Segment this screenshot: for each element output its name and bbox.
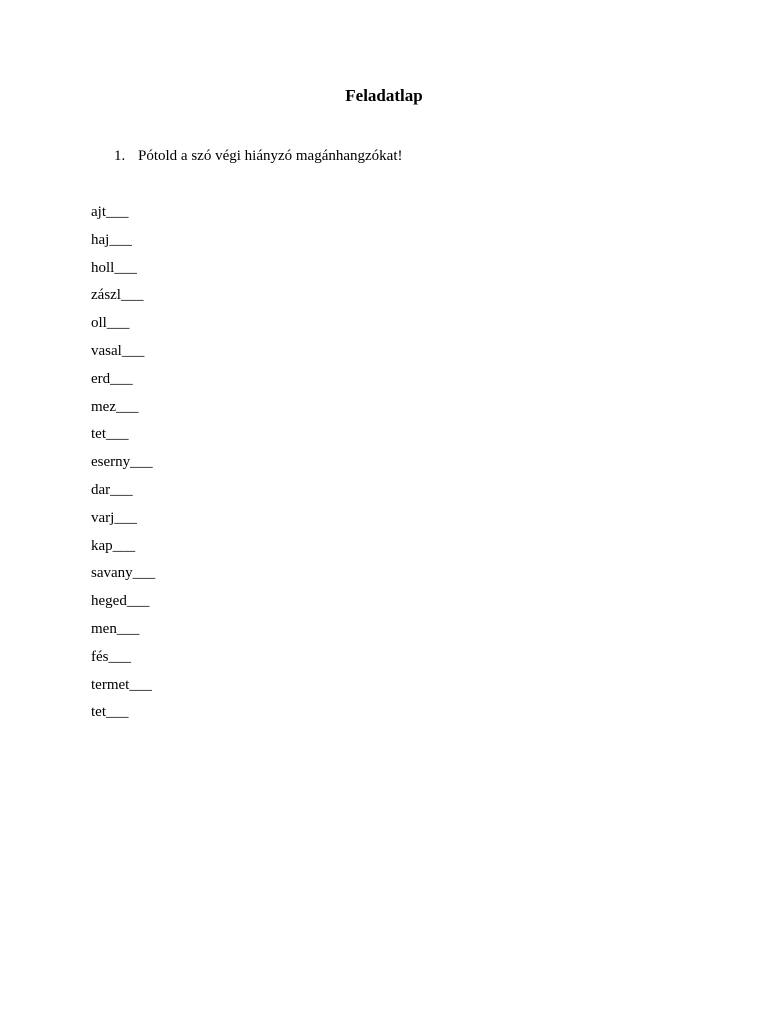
word-item: heged___ — [91, 593, 150, 610]
word-item: haj___ — [91, 231, 132, 248]
word-item: holl___ — [91, 259, 137, 276]
word-item: termet___ — [91, 676, 152, 693]
word-item: mez___ — [91, 398, 139, 415]
word-item: vasal___ — [91, 342, 145, 359]
word-item: eserny___ — [91, 454, 153, 471]
word-item: tet___ — [91, 426, 129, 443]
word-item: fés___ — [91, 648, 131, 665]
word-item: zászl___ — [91, 287, 144, 304]
task-instruction — [114, 147, 403, 165]
word-item: ajt___ — [91, 204, 129, 220]
word-item: erd___ — [91, 370, 133, 387]
task-number: 1. — [114, 148, 126, 164]
page-title: Feladatlap — [345, 86, 423, 105]
word-item: men___ — [91, 620, 140, 637]
word-list — [91, 203, 155, 731]
word-item: oll___ — [91, 315, 130, 332]
task-text: Pótold a szó végi hiányzó magánhangzókat! — [138, 148, 403, 164]
word-item: savany___ — [91, 565, 156, 582]
word-item: tet___ — [91, 704, 129, 721]
word-item: kap___ — [91, 537, 136, 554]
word-item: varj___ — [91, 509, 137, 526]
word-item: dar___ — [91, 481, 133, 498]
